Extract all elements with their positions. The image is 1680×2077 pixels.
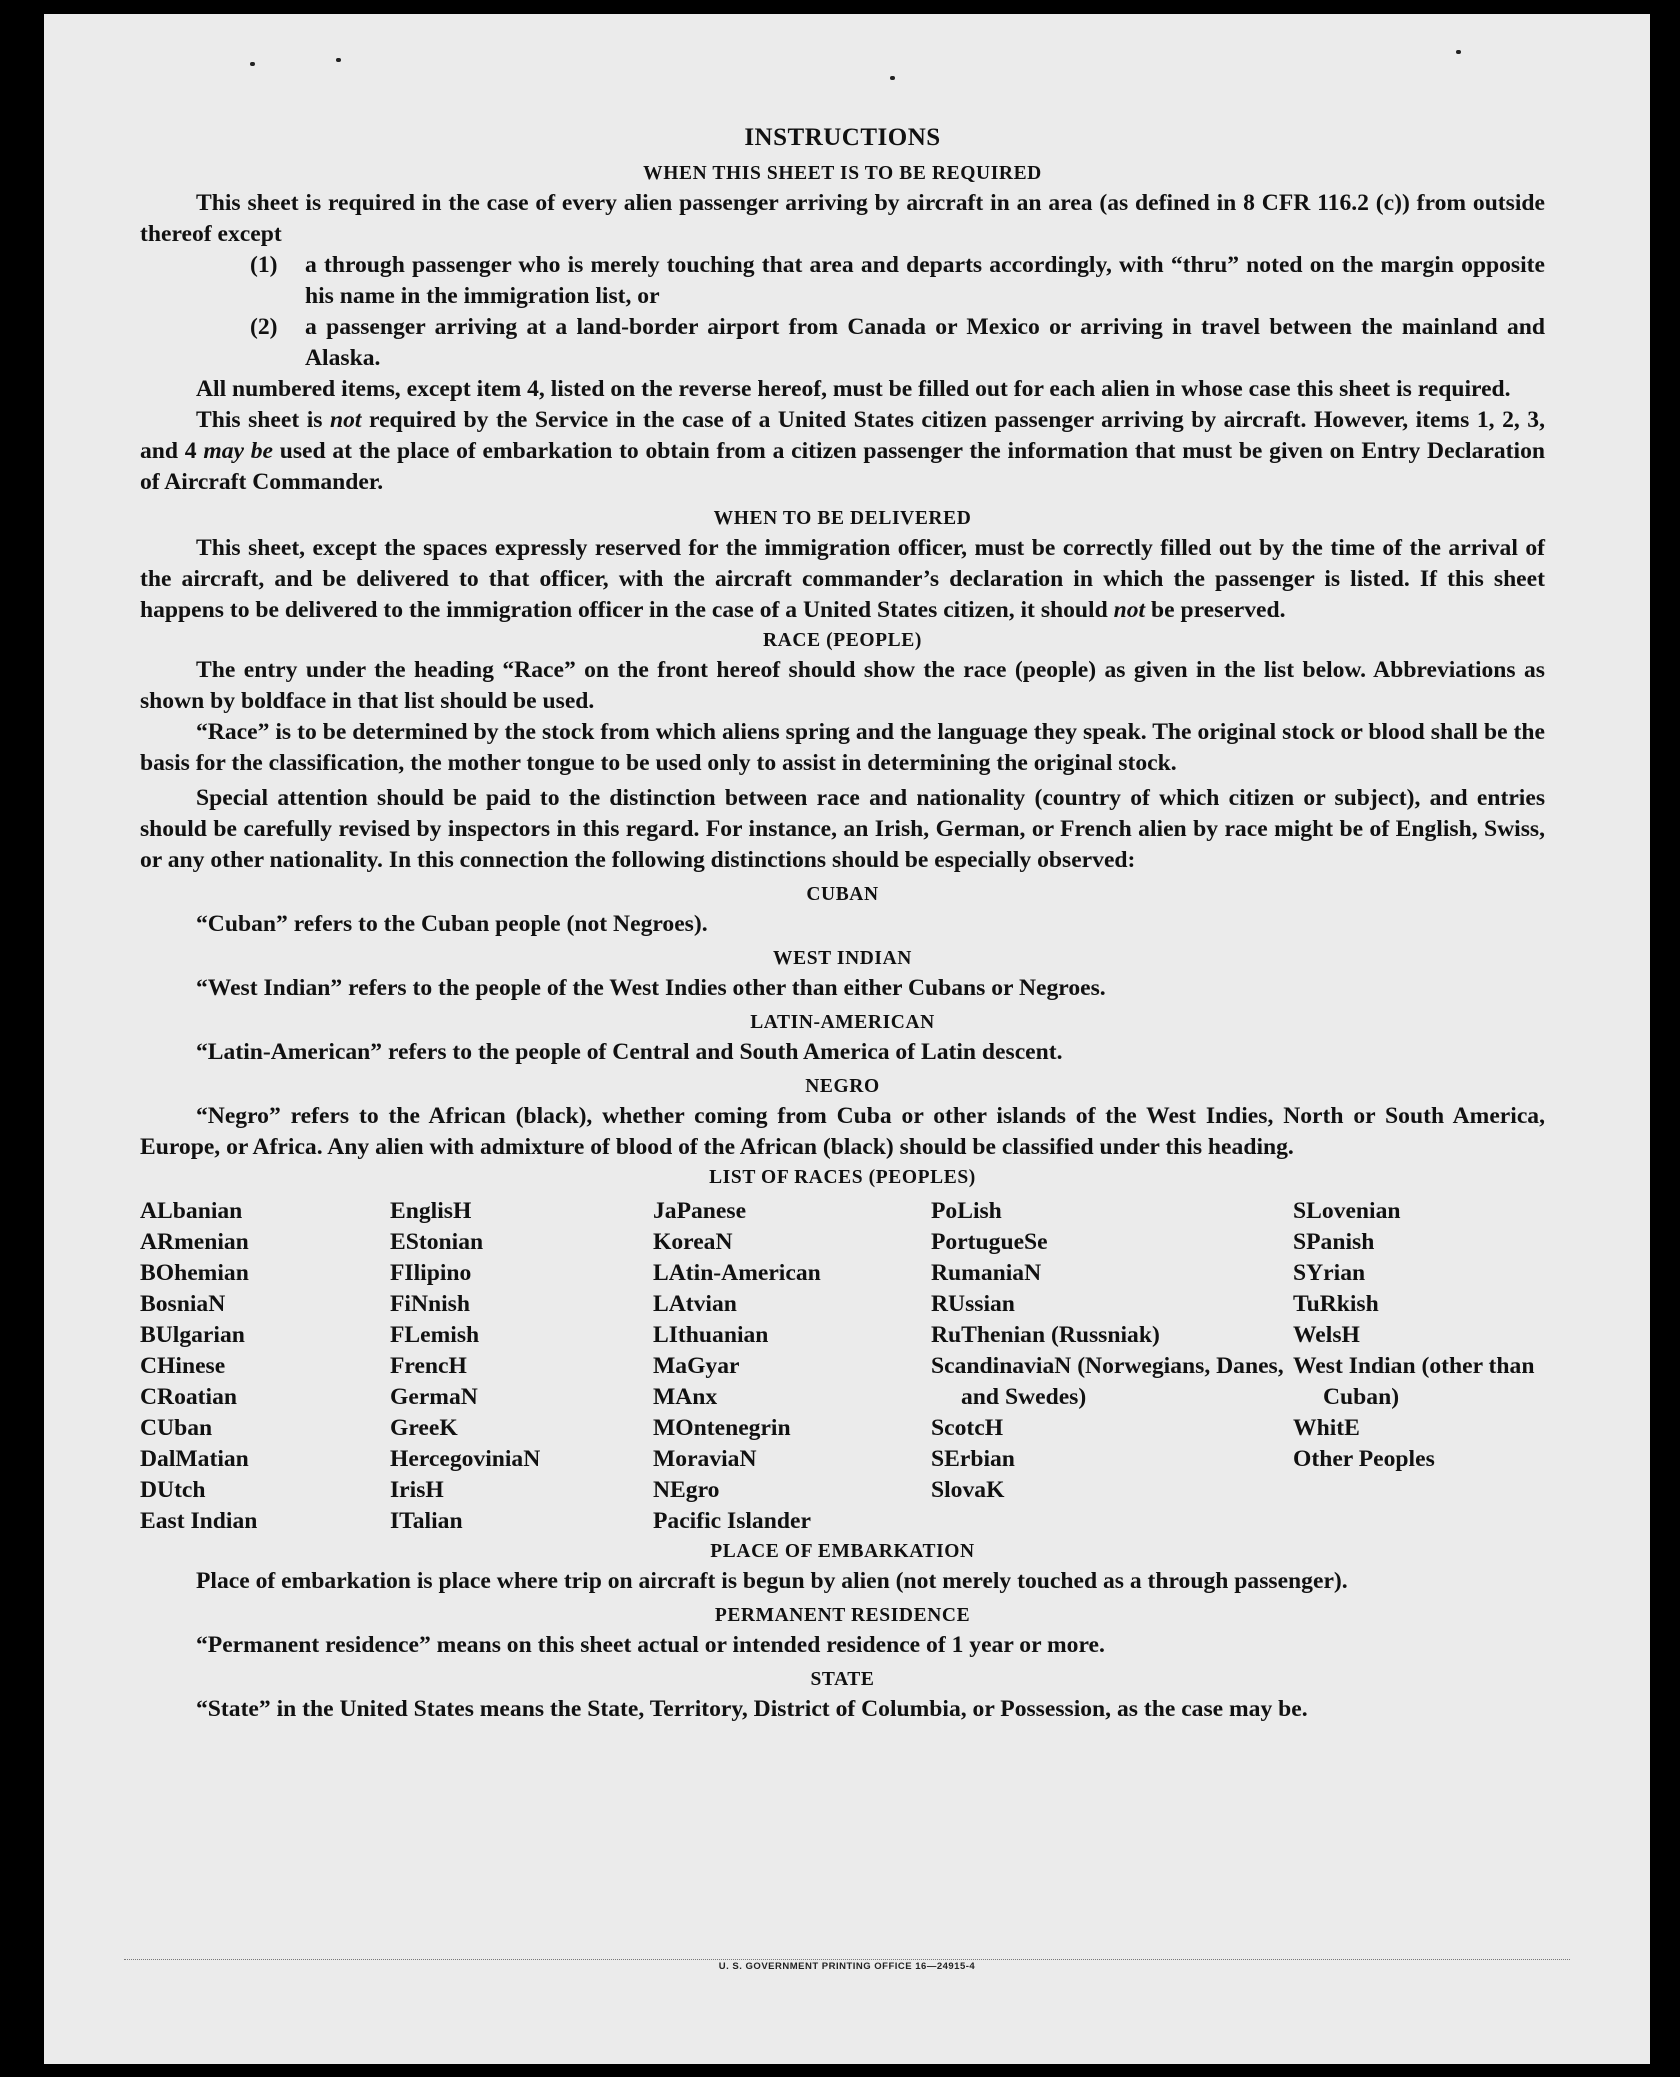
list-item: DalMatian	[140, 1446, 249, 1472]
section-heading-permanent-residence: PERMANENT RESIDENCE	[714, 1605, 971, 1626]
list-item: WelsH	[1293, 1322, 1360, 1348]
list-item: ScandinaviaN (Norwegians, Danes, and Swedes)	[931, 1353, 1284, 1410]
paragraph: “Permanent residence” means on this sheet actual or intended residence of 1 year or more.	[196, 1632, 1105, 1658]
list-item: ITalian	[390, 1508, 463, 1534]
instructions-body	[140, 110, 1545, 1725]
italic-text: not	[1113, 597, 1146, 623]
paragraph	[140, 405, 1545, 498]
list-item	[250, 250, 1545, 312]
list-item: LIthuanian	[653, 1322, 769, 1348]
list-item: PoLish	[931, 1198, 1002, 1224]
list-item: Pacific Islander	[653, 1508, 811, 1534]
list-item: WhitE	[1293, 1415, 1360, 1441]
list-item: MAnx	[653, 1384, 718, 1410]
section-heading-latin-american: LATIN-AMERICAN	[750, 1012, 935, 1033]
paragraph: “Race” is to be determined by the stock from which aliens spring and the language they speak. The original stock or blood shall be the basis for the classification, the mother tongue to be used only to assist in determining the original stock.	[140, 719, 1545, 776]
paragraph: “West Indian” refers to the people of the West Indies other than either Cubans or Negroes.	[196, 975, 1106, 1001]
section-heading-when-required: WHEN THIS SHEET IS TO BE REQUIRED	[643, 163, 1042, 184]
races-column	[653, 1196, 931, 1537]
text-run: required by the Service in the case of a United States citizen passenger arriving by aircraft. However, items 1, 2, 3, and 4	[140, 407, 1545, 464]
list-item: SPanish	[1293, 1229, 1375, 1255]
list-item: SErbian	[931, 1446, 1015, 1472]
document-page	[44, 14, 1650, 2064]
list-item: TuRkish	[1293, 1291, 1379, 1317]
list-item: Other Peoples	[1293, 1446, 1435, 1472]
italic-text: not	[330, 407, 362, 433]
list-item: GreeK	[390, 1415, 458, 1441]
list-item: LAtin-American	[653, 1260, 821, 1286]
list-item: JaPanese	[653, 1198, 747, 1224]
races-list	[140, 1196, 1545, 1537]
list-item-text: a passenger arriving at a land-border airport from Canada or Mexico or arriving in travel between the mainland and Alaska.	[305, 314, 1545, 371]
list-item: EStonian	[390, 1229, 484, 1255]
paragraph: The entry under the heading “Race” on the front hereof should show the race (people) as given in the list below. Abbreviations as shown by boldface in that list should be used.	[140, 657, 1545, 714]
paragraph: “Cuban” refers to the Cuban people (not Negroes).	[196, 911, 708, 937]
races-column	[140, 1196, 390, 1537]
list-item: RUssian	[931, 1291, 1015, 1317]
races-column	[931, 1196, 1293, 1537]
list-item: FiNnish	[390, 1291, 470, 1317]
list-item: FIlipino	[390, 1260, 472, 1286]
text-run: This sheet, except the spaces expressly reserved for the immigration officer, must be correctly filled out by the time of the arrival of the aircraft, and be delivered to that officer, with the aircraft commander’s declaration in which the passenger is listed. If this sheet happens to be delivered to the immigration officer in the case of a United States citizen, it should	[140, 535, 1545, 623]
section-heading-cuban: CUBAN	[806, 884, 879, 905]
list-item: PortugueSe	[931, 1229, 1048, 1255]
section-heading-place-of-embarkation: PLACE OF EMBARKATION	[710, 1541, 975, 1562]
list-item-number: (2)	[250, 314, 278, 340]
paragraph: “State” in the United States means the State, Territory, District of Columbia, or Possession, as the case may be.	[196, 1696, 1308, 1722]
list-item: CUban	[140, 1415, 213, 1441]
text-run: This sheet is	[196, 407, 331, 433]
list-item-number: (1)	[250, 252, 278, 278]
races-column	[390, 1196, 653, 1537]
list-item: MOntenegrin	[653, 1415, 791, 1441]
list-item: CHinese	[140, 1353, 226, 1379]
list-item: ScotcH	[931, 1415, 1004, 1441]
paragraph: Place of embarkation is place where trip on aircraft is begun by alien (not merely touched as a through passenger).	[196, 1568, 1348, 1594]
list-item: East Indian	[140, 1508, 258, 1534]
list-item: ARmenian	[140, 1229, 249, 1255]
section-heading-list-of-races: LIST OF RACES (PEOPLES)	[709, 1167, 976, 1188]
list-item: FrencH	[390, 1353, 467, 1379]
section-heading-when-delivered: WHEN TO BE DELIVERED	[713, 508, 972, 529]
paragraph: Special attention should be paid to the distinction between race and nationality (country of which citizen or subject), and entries should be carefully revised by inspectors in this regard. For instance, an Irish, German, or French alien by race might be of English, Swiss, or any other nationality. In this connection the following distinctions should be especially observed:	[140, 785, 1545, 873]
scan-speck	[336, 58, 341, 62]
list-item: DUtch	[140, 1477, 206, 1503]
list-item: BOhemian	[140, 1260, 249, 1286]
list-item: MaGyar	[653, 1353, 740, 1379]
scan-speck	[1456, 50, 1461, 54]
text-run: used at the place of embarkation to obtain from a citizen passenger the information that must be given on Entry Declaration of Aircraft Commander.	[140, 438, 1545, 495]
races-column	[1293, 1196, 1545, 1537]
scan-speck	[250, 62, 255, 66]
list-item: LAtvian	[653, 1291, 737, 1317]
page-title: INSTRUCTIONS	[744, 124, 941, 151]
paragraph: “Negro” refers to the African (black), whether coming from Cuba or other islands of the West Indies, North or South America, Europe, or Africa. Any alien with admixture of blood of the African (black) should be classified under this heading.	[140, 1103, 1545, 1160]
list-item: ALbanian	[140, 1198, 243, 1224]
section-heading-negro: NEGRO	[805, 1076, 880, 1097]
list-item: IrisH	[390, 1477, 444, 1503]
list-item: West Indian (other than Cuban)	[1293, 1353, 1535, 1410]
paragraph	[140, 533, 1545, 626]
list-item: SlovaK	[931, 1477, 1005, 1503]
list-item: GermaN	[390, 1384, 478, 1410]
list-item: BosniaN	[140, 1291, 226, 1317]
list-item: RuThenian (Russniak)	[931, 1322, 1160, 1348]
list-item: KoreaN	[653, 1229, 733, 1255]
list-item: FLemish	[390, 1322, 480, 1348]
list-item: HercegoviniaN	[390, 1446, 541, 1472]
scan-speck	[890, 76, 895, 80]
list-item: MoraviaN	[653, 1446, 757, 1472]
list-item: NEgro	[653, 1477, 720, 1503]
list-item: EnglisH	[390, 1198, 472, 1224]
list-item: BUlgarian	[140, 1322, 245, 1348]
italic-text: may be	[203, 438, 273, 464]
section-heading-west-indian: WEST INDIAN	[773, 948, 912, 969]
list-item: RumaniaN	[931, 1260, 1042, 1286]
list-item: CRoatian	[140, 1384, 238, 1410]
list-item: SYrian	[1293, 1260, 1366, 1286]
list-item	[250, 312, 1545, 374]
section-heading-race: RACE (PEOPLE)	[763, 630, 922, 651]
printer-imprint: U. S. GOVERNMENT PRINTING OFFICE 16—24915-4	[718, 1961, 976, 1972]
divider	[124, 1959, 1570, 1960]
section-heading-state: STATE	[810, 1669, 875, 1690]
paragraph: All numbered items, except item 4, listed on the reverse hereof, must be filled out for each alien in whose case this sheet is required.	[196, 376, 1511, 402]
list-item-text: a through passenger who is merely touching that area and departs accordingly, with “thru” noted on the margin opposite his name in the immigration list, or	[305, 252, 1545, 309]
paragraph: This sheet is required in the case of every alien passenger arriving by aircraft in an area (as defined in 8 CFR 116.2 (c)) from outside thereof except	[140, 190, 1545, 247]
text-run: be preserved.	[1145, 597, 1286, 623]
list-item: SLovenian	[1293, 1198, 1401, 1224]
paragraph: “Latin-American” refers to the people of Central and South America of Latin descent.	[196, 1039, 1063, 1065]
